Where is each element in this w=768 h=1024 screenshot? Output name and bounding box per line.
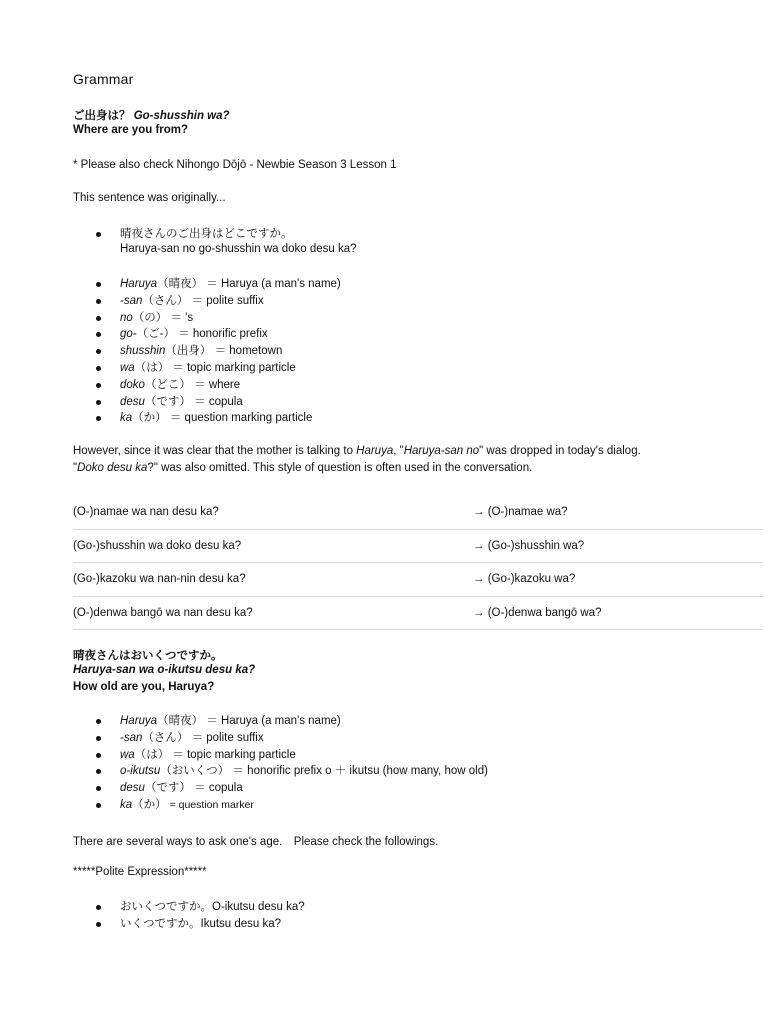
vocab-term: ka — [120, 412, 133, 425]
s2-vocab-item — [96, 780, 488, 797]
para-text: , " — [393, 445, 404, 457]
full-question-cell: (O-)namae wa nan desu ka? — [73, 496, 473, 529]
vocab-term: wa — [120, 361, 135, 374]
s1-example-romaji: Haruya-san no go-shusshin wa doko desu ka? — [120, 243, 357, 255]
vocab-def: （です） ＝ copula — [144, 782, 243, 795]
vocab-def: （晴夜） ＝ Haruya (a man's name) — [157, 715, 341, 727]
vocab-def: （です） ＝ copula — [144, 395, 243, 408]
polite-label: *****Polite Expression***** — [73, 866, 207, 878]
polite-item: いくつですか。Ikutsu desu ka? — [96, 916, 305, 933]
full-question-cell: (Go-)kazoku wa nan-nin desu ka? — [73, 563, 473, 597]
s1-heading-romaji: Go-shusshin wa? — [133, 110, 230, 122]
polite-item: おいくつですか。O-ikutsu desu ka? — [96, 899, 305, 916]
vocab-term: -san — [120, 294, 143, 307]
s1-heading-line — [73, 107, 230, 123]
s1-vocab-item — [96, 293, 341, 310]
para-italic: Haruya — [356, 445, 394, 457]
s1-vocab-item — [96, 310, 341, 327]
full-question-cell: (O-)denwa bangō wa nan desu ka? — [73, 596, 473, 630]
vocab-term: shusshin — [120, 345, 166, 358]
table-row — [73, 596, 763, 630]
table-row — [73, 496, 763, 529]
para-text: " was dropped in today's dialog. — [479, 445, 641, 457]
vocab-term: Haruya — [120, 715, 158, 727]
comparison-table — [73, 496, 763, 630]
vocab-term: wa — [120, 748, 135, 761]
para-italic: Haruya-san no — [403, 445, 480, 457]
s2-vocab-item — [96, 747, 488, 764]
s1-vocab-item — [96, 360, 341, 377]
s2-heading-jp: 晴夜さんはおいくつですか。 — [73, 650, 223, 662]
table-row — [73, 529, 763, 563]
s1-example-list — [96, 226, 293, 243]
para-text: ?" was also omitted. This style of question is often used in the conversation. — [147, 462, 533, 474]
vocab-term: no — [120, 311, 133, 324]
polite-list — [96, 899, 305, 933]
vocab-def: （出身） ＝ hometown — [165, 345, 283, 358]
s1-vocab-item — [96, 276, 341, 293]
vocab-term: -san — [120, 731, 143, 744]
full-question-cell: (Go-)shusshin wa doko desu ka? — [73, 529, 473, 563]
short-question-cell: → (O-)denwa bangō wa? — [473, 596, 763, 630]
s2-vocab-list — [96, 713, 488, 814]
vocab-def: （おいくつ） ＝ honorific prefix o ＋ ikutsu (how many, how old) — [160, 765, 488, 778]
s1-intro: This sentence was originally... — [73, 192, 226, 204]
s2-ways-text: There are several ways to ask one's age. Please check the followings. — [73, 836, 439, 848]
s1-heading-jp: ご出身は？ — [73, 110, 131, 122]
short-question-cell: → (Go-)shusshin wa? — [473, 529, 763, 563]
s1-vocab-item — [96, 343, 341, 360]
s2-vocab-item — [96, 730, 488, 747]
vocab-def: （晴夜） ＝ Haruya (a man's name) — [157, 278, 341, 290]
s1-vocab-item — [96, 394, 341, 411]
s1-heading-en: Where are you from? — [73, 124, 189, 136]
vocab-term: ka — [120, 798, 133, 811]
vocab-term: doko — [120, 378, 145, 391]
s2-vocab-item — [96, 763, 488, 780]
para-text: " — [73, 462, 78, 474]
vocab-def: （は） ＝ topic marking particle — [134, 361, 296, 374]
vocab-term: desu — [120, 395, 145, 408]
s1-note: * Please also check Nihongo Dōjō - Newbie Season 3 Lesson 1 — [73, 159, 397, 171]
vocab-def: （は） ＝ topic marking particle — [134, 748, 296, 761]
s1-vocab-item — [96, 326, 341, 343]
s1-explanation-paragraph — [73, 443, 641, 477]
para-italic: Doko desu ka — [77, 462, 148, 474]
vocab-def: （どこ） ＝ where — [144, 378, 241, 391]
s1-vocab-list — [96, 276, 341, 427]
s2-vocab-item — [96, 797, 488, 814]
s1-vocab-item — [96, 410, 341, 427]
vocab-def-small: = question marker — [166, 798, 254, 811]
vocab-def: （さん） ＝ polite suffix — [142, 294, 264, 307]
s1-vocab-item — [96, 377, 341, 394]
vocab-def: （ご-） ＝ honorific prefix — [136, 328, 268, 341]
table-row — [73, 563, 763, 597]
short-question-cell: → (Go-)kazoku wa? — [473, 563, 763, 597]
vocab-term: o-ikutsu — [120, 765, 161, 778]
s1-example-jp: 晴夜さんのご出身はどこですか。 — [120, 228, 293, 240]
vocab-term: Haruya — [120, 278, 158, 290]
s2-heading-romaji: Haruya-san wa o-ikutsu desu ka? — [73, 664, 256, 676]
vocab-def: （さん） ＝ polite suffix — [142, 731, 264, 744]
para-text: However, since it was clear that the mother is talking to — [73, 445, 357, 457]
section-title: Grammar — [73, 71, 134, 87]
s1-example-item — [96, 226, 293, 243]
vocab-def: （か） ＝ question marking particle — [132, 412, 313, 425]
vocab-term: go- — [120, 328, 137, 341]
short-question-cell: → (O-)namae wa? — [473, 496, 763, 529]
s2-vocab-item — [96, 713, 488, 730]
s2-heading-en: How old are you, Haruya? — [73, 681, 215, 693]
vocab-def: （の） ＝ 's — [132, 311, 194, 324]
vocab-term: desu — [120, 782, 145, 795]
vocab-def: （か） — [132, 798, 167, 811]
